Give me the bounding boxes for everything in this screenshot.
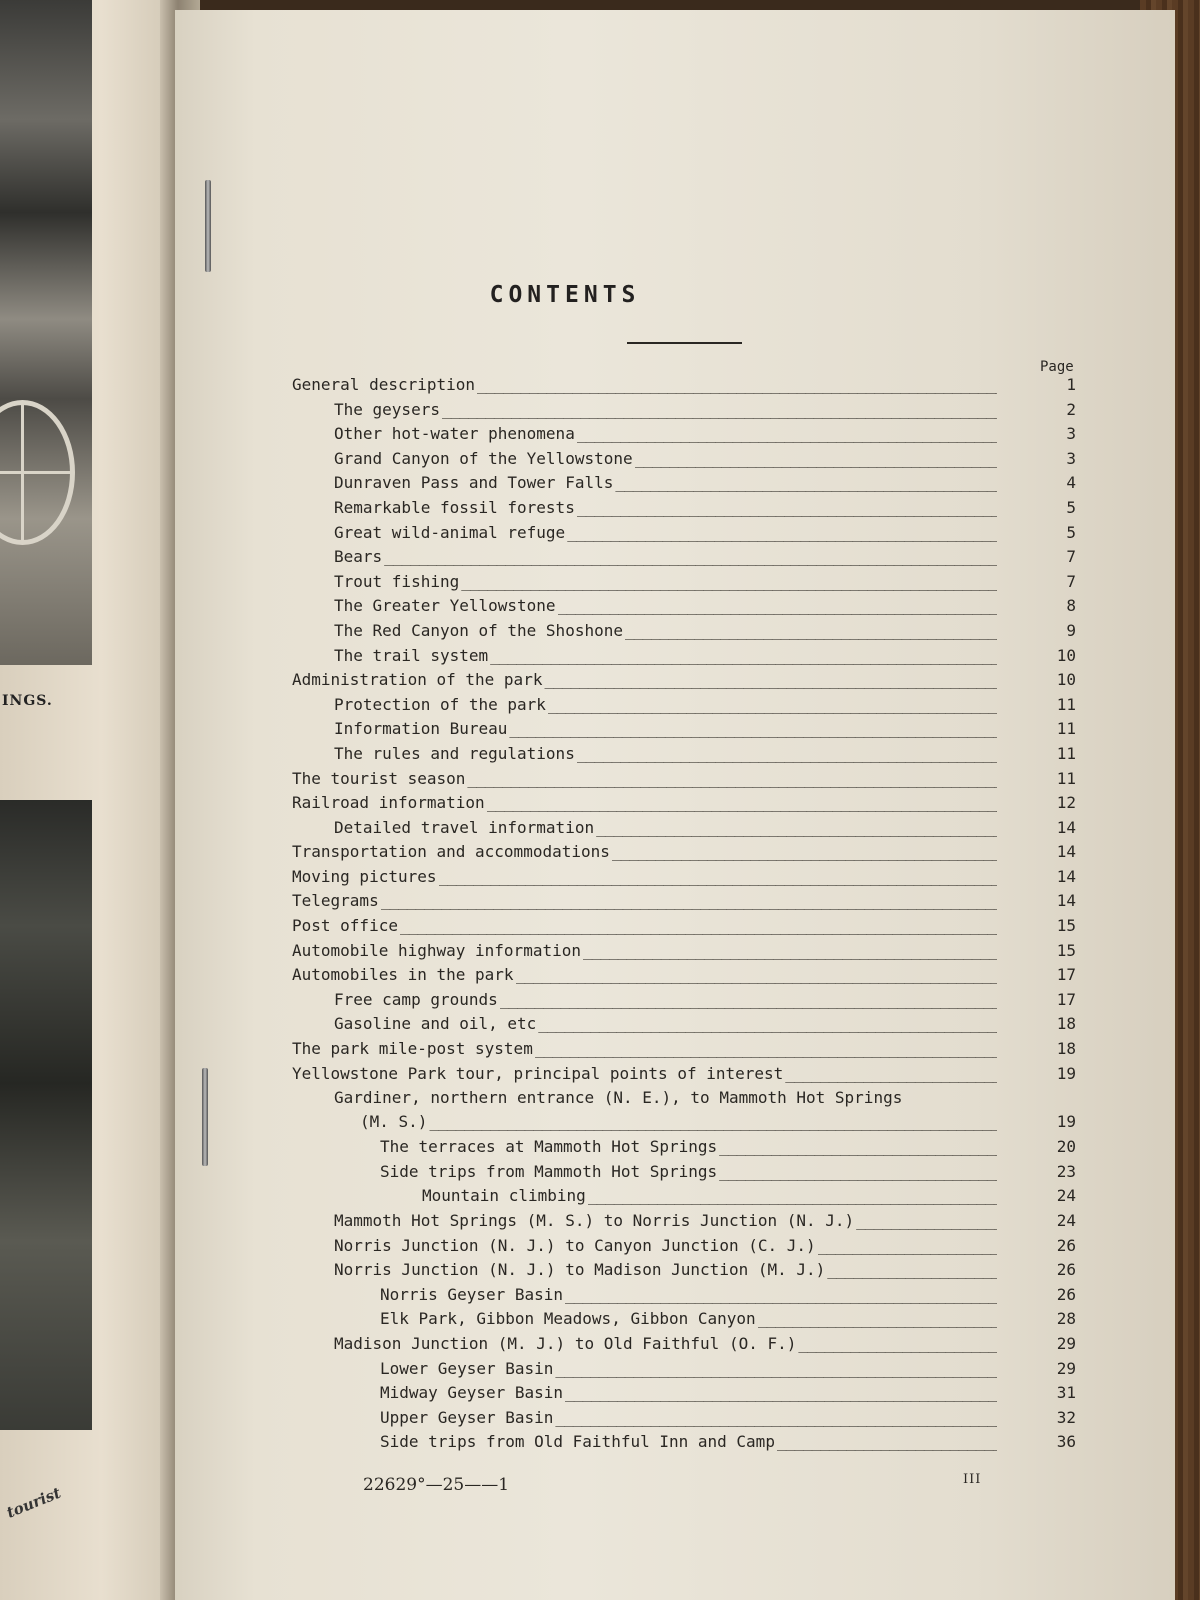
toc-entry-title: The geysers (334, 399, 440, 419)
toc-entry-title: Mammoth Hot Springs (M. S.) to Norris Junction (N. J.) (334, 1211, 855, 1230)
toc-entry-title: Elk Park, Gibbon Meadows, Gibbon Canyon (380, 1309, 756, 1329)
toc-entry-title: Midway Geyser Basin (380, 1383, 564, 1403)
toc-entry (292, 421, 1082, 446)
toc-entry-title: The rules and regulations (334, 743, 575, 763)
toc-entry (292, 470, 1082, 495)
title-rule (627, 342, 742, 344)
toc-entry-title: General description (292, 375, 476, 394)
toc-page-number: 36 (1056, 1432, 1076, 1452)
dot-leaders (381, 891, 997, 910)
dot-leaders (555, 1359, 997, 1378)
dot-leaders (635, 449, 997, 468)
toc-entry-title: Protection of the park (334, 694, 546, 714)
dot-leaders (565, 1285, 997, 1304)
toc-page-number: 17 (1056, 965, 1076, 985)
dot-leaders (516, 965, 997, 984)
toc-entry (292, 372, 1082, 397)
toc-entry-title: Detailed travel information (334, 817, 595, 837)
photo-caption: INGS. (2, 693, 53, 709)
staple (202, 1068, 208, 1166)
dot-leaders (856, 1211, 997, 1230)
left-facing-page (0, 0, 185, 1600)
dot-leaders (798, 1334, 997, 1353)
toc-entry (292, 397, 1082, 422)
toc-leader-line (380, 1359, 997, 1378)
toc-entry-title: Information Bureau (334, 719, 508, 739)
toc-leader-line (292, 842, 997, 861)
dot-leaders (577, 498, 997, 517)
toc-leader-line (380, 1162, 997, 1181)
toc-entry-title: Lower Geyser Basin (380, 1358, 554, 1378)
toc-page-number: 8 (1066, 596, 1076, 616)
toc-page-number: 19 (1056, 1112, 1076, 1132)
toc-page-number: 18 (1056, 1014, 1076, 1034)
toc-entry-title: The terraces at Mammoth Hot Springs (380, 1137, 718, 1157)
toc-leader-line (334, 572, 997, 591)
toc-page-number: 32 (1056, 1407, 1076, 1427)
toc-entry-title: Mountain climbing (422, 1186, 586, 1206)
dot-leaders (490, 646, 997, 665)
toc-entry (292, 1306, 1082, 1331)
toc-entry (292, 1085, 1082, 1134)
toc-entry-title: The trail system (334, 645, 489, 665)
toc-leader-line (380, 1432, 997, 1451)
toc-page-number: 19 (1056, 1063, 1076, 1083)
toc-page-number: 14 (1056, 866, 1076, 886)
dot-leaders (785, 1064, 997, 1083)
dot-leaders (588, 1186, 997, 1205)
toc-page-number: 7 (1066, 571, 1076, 591)
toc-entry-title: Norris Geyser Basin (380, 1284, 564, 1304)
toc-entry (292, 569, 1082, 594)
toc-entry (292, 741, 1082, 766)
toc-leader-line (360, 1112, 997, 1131)
toc-entry-title: Administration of the park (292, 670, 543, 690)
toc-entry (292, 888, 1082, 913)
toc-leader-line (380, 1309, 997, 1328)
toc-entry-title: The tourist season (292, 768, 466, 788)
toc-entry-title: Free camp grounds (334, 989, 498, 1009)
toc-entry-title: Gardiner, northern entrance (N. E.), to Mammoth Hot Springs (334, 1088, 903, 1108)
toc-page-number: 7 (1066, 547, 1076, 567)
toc-entry-title: Automobiles in the park (292, 965, 514, 985)
toc-page-number: 31 (1056, 1383, 1076, 1403)
toc-entry-title: Telegrams (292, 891, 379, 911)
toc-page-number: 3 (1066, 448, 1076, 468)
dot-leaders (509, 719, 997, 738)
toc-leader-line (292, 670, 997, 689)
toc-entry (292, 544, 1082, 569)
toc-page-number: 10 (1056, 645, 1076, 665)
toc-entry (292, 1036, 1082, 1061)
toc-page-number: 18 (1056, 1039, 1076, 1059)
toc-leader-line (334, 990, 997, 1009)
toc-entry-title: The park mile-post system (292, 1039, 533, 1059)
toc-leader-line (380, 1408, 997, 1427)
dot-leaders (577, 424, 997, 443)
toc-leader-line (334, 498, 997, 517)
toc-leader-line (334, 1236, 997, 1255)
toc-leader-line (334, 719, 997, 738)
dot-leaders (567, 523, 997, 542)
toc-page-number: 5 (1066, 497, 1076, 517)
dot-leaders (615, 473, 997, 492)
toc-leader-line (292, 1064, 997, 1083)
toc-entry-title: Other hot-water phenomena (334, 424, 575, 444)
toc-leader-line (334, 400, 997, 419)
toc-page-number: 24 (1056, 1211, 1076, 1230)
toc-leader-line (334, 621, 997, 640)
toc-leader-line (334, 695, 997, 714)
toc-page-number: 15 (1056, 940, 1076, 960)
toc-entry (292, 864, 1082, 889)
page-column-label: Page (1040, 359, 1074, 375)
toc-leader-line (292, 375, 997, 394)
toc-page-number: 11 (1056, 768, 1076, 788)
toc-entry-title: Yellowstone Park tour, principal points of interest (292, 1063, 784, 1083)
toc-entry (292, 1208, 1082, 1233)
table-of-contents (292, 372, 1082, 1454)
toc-leader-line (334, 1334, 997, 1353)
dot-leaders (777, 1432, 997, 1451)
toc-leader-line (292, 941, 997, 960)
toc-leader-line (334, 547, 997, 566)
carriage-photo (0, 0, 92, 665)
toc-entry-title: Upper Geyser Basin (380, 1407, 554, 1427)
toc-leader-line (380, 1137, 997, 1156)
dot-leaders (535, 1039, 997, 1058)
toc-page-number: 26 (1056, 1260, 1076, 1280)
dot-leaders (544, 670, 997, 689)
toc-leader-line (292, 1039, 997, 1058)
dot-leaders (555, 1408, 997, 1427)
toc-page-number: 26 (1056, 1235, 1076, 1255)
toc-page-number: 2 (1066, 399, 1076, 419)
toc-page-number: 11 (1056, 719, 1076, 739)
page-number: III (963, 1472, 982, 1487)
toc-leader-line (292, 965, 997, 984)
toc-page-number: 14 (1056, 891, 1076, 911)
toc-entry-title: Grand Canyon of the Yellowstone (334, 448, 633, 468)
toc-entry-title: The Greater Yellowstone (334, 596, 556, 616)
toc-page-number: 17 (1056, 989, 1076, 1009)
dot-leaders (612, 842, 997, 861)
toc-page-number: 14 (1056, 842, 1076, 862)
toc-entry (292, 446, 1082, 471)
toc-leader-line (292, 793, 997, 812)
dot-leaders (558, 596, 997, 615)
dot-leaders (477, 375, 997, 394)
toc-entry (292, 839, 1082, 864)
toc-entry-title: Gasoline and oil, etc (334, 1014, 537, 1034)
toc-page-number: 12 (1056, 793, 1076, 813)
dot-leaders (429, 1112, 997, 1131)
dot-leaders (500, 990, 997, 1009)
toc-entry-title: Side trips from Mammoth Hot Springs (380, 1161, 718, 1181)
toc-entry (292, 913, 1082, 938)
caption-fragment: tourist (4, 1483, 64, 1522)
toc-leader-line (334, 1260, 997, 1279)
dot-leaders (577, 744, 997, 763)
toc-leader-line (380, 1383, 997, 1402)
toc-leader-line (380, 1285, 997, 1304)
toc-entry (292, 790, 1082, 815)
toc-entry (292, 495, 1082, 520)
toc-page-number: 15 (1056, 916, 1076, 936)
toc-page-number: 1 (1066, 375, 1076, 394)
dot-leaders (565, 1383, 997, 1402)
toc-entry (292, 1331, 1082, 1356)
dot-leaders (596, 818, 997, 837)
toc-entry-title: Dunraven Pass and Tower Falls (334, 473, 614, 493)
dot-leaders (487, 793, 997, 812)
toc-entry (292, 815, 1082, 840)
dot-leaders (719, 1137, 997, 1156)
toc-page-number: 5 (1066, 522, 1076, 542)
toc-entry (292, 716, 1082, 741)
toc-entry-title: Madison Junction (M. J.) to Old Faithful (O. F.) (334, 1333, 797, 1353)
dot-leaders (467, 769, 997, 788)
toc-leader-line (292, 867, 997, 886)
toc-page-number: 9 (1066, 620, 1076, 640)
toc-entry (292, 1011, 1082, 1036)
forest-photo (0, 800, 92, 1430)
toc-leader-line (334, 424, 997, 443)
toc-entry (292, 766, 1082, 791)
toc-leader-line (334, 744, 997, 763)
toc-entry (292, 1061, 1082, 1086)
toc-entry (292, 1429, 1082, 1454)
toc-entry (292, 667, 1082, 692)
toc-leader-line (334, 1211, 997, 1230)
dot-leaders (625, 621, 997, 640)
toc-page-number: 28 (1056, 1309, 1076, 1329)
toc-entry-title: Great wild-animal refuge (334, 522, 566, 542)
toc-entry (292, 987, 1082, 1012)
toc-entry (292, 1134, 1082, 1159)
toc-page-number: 23 (1056, 1161, 1076, 1181)
toc-page-number: 11 (1056, 694, 1076, 714)
toc-leader-line (292, 891, 997, 910)
toc-leader-line (334, 473, 997, 492)
toc-entry (292, 1183, 1082, 1208)
toc-leader-line (334, 523, 997, 542)
toc-entry (292, 1257, 1082, 1282)
toc-leader-line (334, 449, 997, 468)
toc-entry (292, 1380, 1082, 1405)
toc-leader-line (334, 646, 997, 665)
toc-leader-line (334, 1014, 997, 1033)
toc-page-number: 3 (1066, 424, 1076, 444)
toc-page-number: 24 (1056, 1186, 1076, 1206)
dot-leaders (818, 1236, 997, 1255)
toc-entry-title: Remarkable fossil forests (334, 497, 575, 517)
toc-entry (292, 938, 1082, 963)
toc-entry-title: Post office (292, 916, 398, 936)
dot-leaders (719, 1162, 997, 1181)
dot-leaders (384, 547, 997, 566)
contents-page (175, 10, 1175, 1600)
toc-entry (292, 692, 1082, 717)
print-code: 22629°—25——1 (363, 1475, 510, 1495)
toc-entry (292, 962, 1082, 987)
toc-page-number: 14 (1056, 817, 1076, 837)
toc-page-number: 11 (1056, 743, 1076, 763)
toc-entry-title: The Red Canyon of the Shoshone (334, 620, 623, 640)
toc-page-number: 29 (1056, 1333, 1076, 1353)
wagon-wheel-icon (0, 400, 75, 545)
toc-page-number: 10 (1056, 670, 1076, 690)
toc-entry (292, 643, 1082, 668)
toc-entry (292, 593, 1082, 618)
toc-page-number: 20 (1056, 1137, 1076, 1157)
toc-page-number: 4 (1066, 473, 1076, 493)
toc-leader-line (334, 596, 997, 615)
dot-leaders (538, 1014, 997, 1033)
dot-leaders (548, 695, 997, 714)
toc-entry (292, 618, 1082, 643)
toc-entry-title: Moving pictures (292, 866, 437, 886)
dot-leaders (583, 941, 997, 960)
toc-entry (292, 520, 1082, 545)
toc-entry-title: Transportation and accommodations (292, 842, 610, 862)
page-title: CONTENTS (489, 282, 641, 308)
dot-leaders (439, 867, 998, 886)
toc-entry-title: Automobile highway information (292, 940, 581, 960)
dot-leaders (758, 1309, 997, 1328)
toc-leader-line (334, 818, 997, 837)
toc-entry (292, 1282, 1082, 1307)
toc-entry (292, 1356, 1082, 1381)
toc-leader-line (422, 1186, 997, 1205)
dot-leaders (400, 916, 997, 935)
dot-leaders (442, 400, 997, 419)
toc-leader-line (292, 916, 997, 935)
toc-entry (292, 1159, 1082, 1184)
toc-entry (292, 1233, 1082, 1258)
toc-entry-title: Trout fishing (334, 571, 460, 591)
toc-page-number: 26 (1056, 1284, 1076, 1304)
toc-leader-line (292, 769, 997, 788)
toc-entry-title-continued: (M. S.) (360, 1112, 428, 1132)
staple (205, 180, 211, 272)
toc-entry-title: Bears (334, 547, 383, 567)
toc-entry-title: Side trips from Old Faithful Inn and Camp (380, 1432, 775, 1452)
toc-entry-title: Norris Junction (N. J.) to Canyon Junction (C. J.) (334, 1235, 816, 1255)
toc-entry-title: Railroad information (292, 793, 485, 813)
dot-leaders (827, 1260, 997, 1279)
toc-entry-title: Norris Junction (N. J.) to Madison Junction (M. J.) (334, 1260, 826, 1280)
dot-leaders (461, 572, 997, 591)
toc-entry (292, 1405, 1082, 1430)
toc-page-number: 29 (1056, 1358, 1076, 1378)
